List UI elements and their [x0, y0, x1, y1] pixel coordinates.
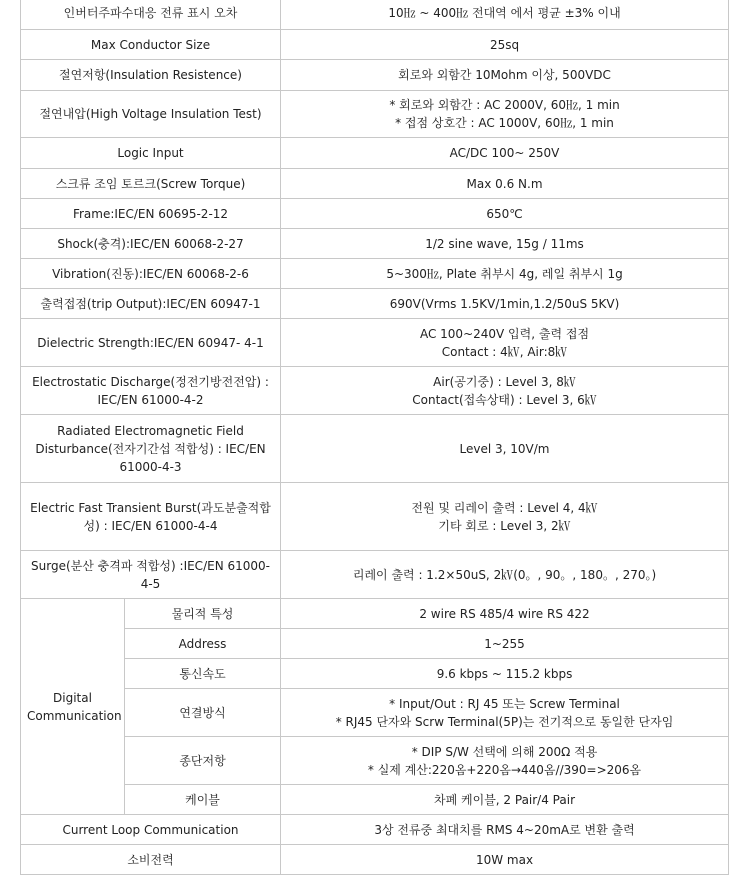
- spec-table: [20, 0, 729, 875]
- spec-row: [21, 415, 729, 483]
- spec-row: [21, 689, 729, 737]
- spec-row: [21, 199, 729, 229]
- spec-value: Level 3, 10V/m: [281, 415, 729, 483]
- spec-label: Shock(충격):IEC/EN 60068-2-27: [21, 229, 281, 259]
- spec-value: 10㎐ ~ 400㎐ 전대역 에서 평균 ±3% 이내: [281, 0, 729, 30]
- spec-row: [21, 289, 729, 319]
- spec-row: [21, 138, 729, 169]
- spec-row: [21, 785, 729, 815]
- spec-row: [21, 60, 729, 91]
- spec-value: Air(공기중) : Level 3, 8㎸ Contact(접속상태) : Level 3, 6㎸: [281, 367, 729, 415]
- spec-row: [21, 845, 729, 875]
- spec-row: [21, 229, 729, 259]
- spec-row: [21, 91, 729, 138]
- spec-label: Current Loop Communication: [21, 815, 281, 845]
- spec-value: * Input/Out : RJ 45 또는 Screw Terminal * RJ45 단자와 Scrw Terminal(5P)는 전기적으로 동일한 단자임: [281, 689, 729, 737]
- spec-row: [21, 259, 729, 289]
- spec-value: 2 wire RS 485/4 wire RS 422: [281, 599, 729, 629]
- spec-sublabel: Address: [125, 629, 281, 659]
- spec-value: 리레이 출력 : 1.2×50uS, 2㎸(0。, 90。, 180。, 270。): [281, 551, 729, 599]
- spec-value: 1/2 sine wave, 15g / 11ms: [281, 229, 729, 259]
- spec-row: [21, 367, 729, 415]
- spec-row: [21, 0, 729, 30]
- spec-value: * DIP S/W 선택에 의해 200Ω 적용 * 실제 계산:220옴+220옴→440옴//390=>206옴: [281, 737, 729, 785]
- spec-row: [21, 815, 729, 845]
- spec-label: Logic Input: [21, 138, 281, 169]
- spec-value: 전원 및 리레이 출력 : Level 4, 4㎸ 기타 회로 : Level 3, 2㎸: [281, 483, 729, 551]
- spec-value: 650℃: [281, 199, 729, 229]
- spec-row: [21, 551, 729, 599]
- spec-label: 절연내압(High Voltage Insulation Test): [21, 91, 281, 138]
- spec-label: Electric Fast Transient Burst(과도분출적합성) : IEC/EN 61000-4-4: [21, 483, 281, 551]
- spec-row: [21, 483, 729, 551]
- spec-row: [21, 737, 729, 785]
- spec-label: 출력접점(trip Output):IEC/EN 60947-1: [21, 289, 281, 319]
- spec-label: Vibration(진동):IEC/EN 60068-2-6: [21, 259, 281, 289]
- spec-sublabel: 연결방식: [125, 689, 281, 737]
- spec-row: [21, 629, 729, 659]
- spec-value: 9.6 kbps ~ 115.2 kbps: [281, 659, 729, 689]
- spec-row: [21, 659, 729, 689]
- spec-label: 스크류 조임 토르크(Screw Torque): [21, 169, 281, 199]
- spec-label: Dielectric Strength:IEC/EN 60947- 4-1: [21, 319, 281, 367]
- spec-label: 인버터주파수대응 전류 표시 오차: [21, 0, 281, 30]
- spec-value: 회로와 외함간 10Mohm 이상, 500VDC: [281, 60, 729, 91]
- spec-value: AC 100~240V 입력, 출력 접점 Contact : 4㎸, Air:8㎸: [281, 319, 729, 367]
- spec-label: Frame:IEC/EN 60695-2-12: [21, 199, 281, 229]
- spec-label: 소비전력: [21, 845, 281, 875]
- spec-label: Max Conductor Size: [21, 30, 281, 60]
- spec-value: 3상 전류중 최대치를 RMS 4~20mA로 변환 출력: [281, 815, 729, 845]
- spec-sublabel: 물리적 특성: [125, 599, 281, 629]
- spec-row: [21, 30, 729, 60]
- spec-sublabel: 통신속도: [125, 659, 281, 689]
- spec-value: 25sq: [281, 30, 729, 60]
- spec-sublabel: 종단저항: [125, 737, 281, 785]
- spec-label: Surge(분산 충격파 적합성) :IEC/EN 61000-4-5: [21, 551, 281, 599]
- spec-sublabel: 케이블: [125, 785, 281, 815]
- spec-value: * 회로와 외함간 : AC 2000V, 60㎐, 1 min * 접점 상호간 : AC 1000V, 60㎐, 1 min: [281, 91, 729, 138]
- digital-communication-label: Digital Communication: [21, 599, 125, 815]
- spec-label: Radiated Electromagnetic Field Disturbance(전자기간섭 적합성) : IEC/EN 61000-4-3: [21, 415, 281, 483]
- spec-value: AC/DC 100~ 250V: [281, 138, 729, 169]
- spec-row: [21, 599, 729, 629]
- spec-label: Electrostatic Discharge(정전기방전전압) : IEC/EN 61000-4-2: [21, 367, 281, 415]
- spec-label: 절연저항(Insulation Resistence): [21, 60, 281, 91]
- spec-value: 차폐 케이블, 2 Pair/4 Pair: [281, 785, 729, 815]
- spec-value: 5~300㎐, Plate 취부시 4g, 레일 취부시 1g: [281, 259, 729, 289]
- spec-value: 10W max: [281, 845, 729, 875]
- spec-value: Max 0.6 N.m: [281, 169, 729, 199]
- spec-value: 1~255: [281, 629, 729, 659]
- spec-row: [21, 169, 729, 199]
- spec-value: 690V(Vrms 1.5KV/1min,1.2/50uS 5KV): [281, 289, 729, 319]
- spec-row: [21, 319, 729, 367]
